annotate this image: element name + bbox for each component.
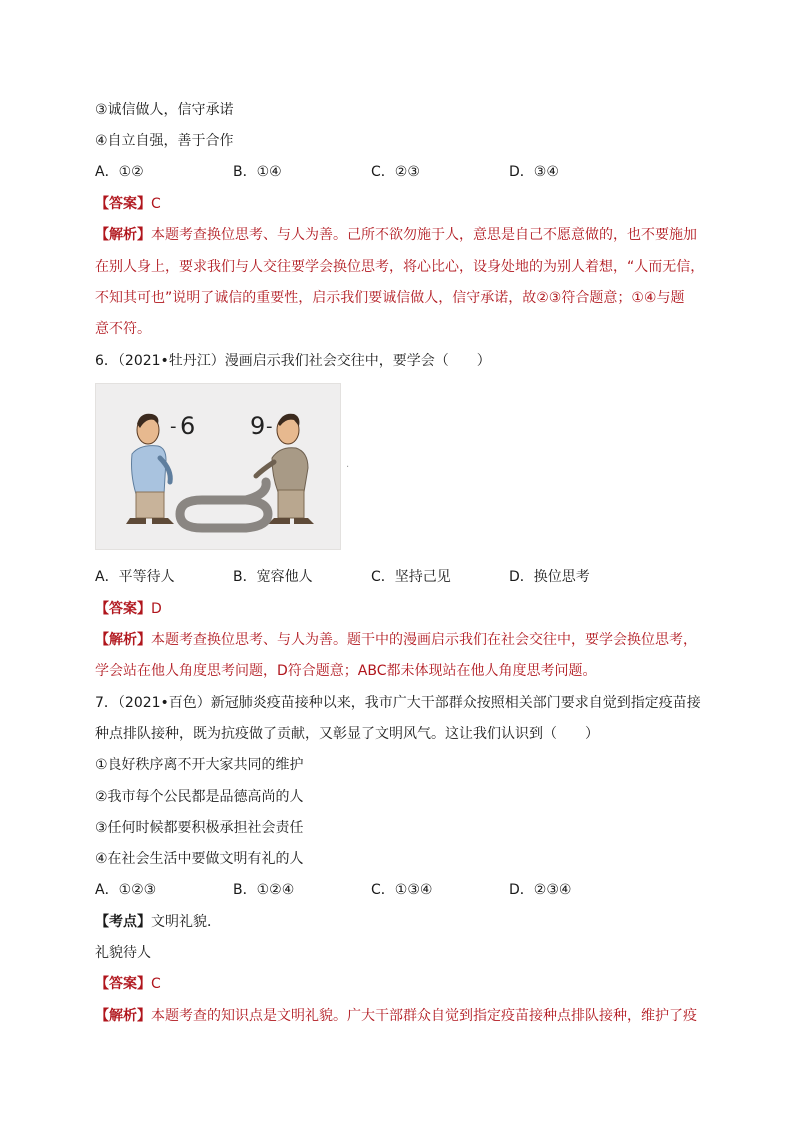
q7-kaodian [95,912,221,932]
q7-analysis-text-1: 本题考查的知识点是文明礼貌。广大干部群众自觉到指定疫苗接种点排队接种，维护了疫 [151,1008,697,1024]
q7-item-1: ①良好秩序离不开大家共同的维护 [95,757,304,773]
q6-analysis-line-1 [95,630,697,650]
stray-dot: · [346,462,350,473]
q6-option-c: C．坚持己见 [371,569,451,585]
q5-option-c: C．②③ [371,164,420,180]
q5-analysis-line-2: 在别人身上，要求我们与人交往要学会换位思考，将心比心，设身处地的为别人着想，“人而无信， [95,259,705,275]
q6-option-a: A．平等待人 [95,569,175,585]
q7-option-c: C．①③④ [371,882,433,898]
q5-option-a: A．①② [95,164,144,180]
cartoon-svg [96,384,340,549]
q7-kaodian-value: 文明礼貌． [151,914,221,930]
q7-answer-value: C [151,976,161,992]
q6-answer-value: D [151,601,162,617]
q5-answer [95,194,161,214]
q7-option-a: A．①②③ [95,882,157,898]
left-speech-dash: - [170,416,177,437]
q7-analysis-label: 【解析】 [95,1008,151,1024]
q5-answer-label: 【答案】 [95,196,151,212]
q5-option-d: D．③④ [509,164,559,180]
q7-item-3: ③任何时候都要积极承担社会责任 [95,820,304,836]
q6-analysis-label: 【解析】 [95,632,151,648]
floor-number-figure [180,482,268,528]
q7-options [95,880,715,900]
q5-analysis-text-1: 本题考查换位思考、与人为善。己所不欲勿施于人，意思是自己不愿意做的，也不要施加 [151,227,697,243]
q7-kaodian-label: 【考点】 [95,914,151,930]
q6-option-b: B．宽容他人 [233,569,313,585]
q7-answer-label: 【答案】 [95,976,151,992]
left-speech-number: 6 [180,412,196,440]
q6-stem: 6．（2021•牡丹江）漫画启示我们社会交往中，要学会（ ） [95,353,491,369]
q5-option-b: B．①④ [233,164,282,180]
q7-option-b: B．①②④ [233,882,295,898]
q5-analysis-line-3: 不知其可也”说明了诚信的重要性，启示我们要诚信做人，信守承诺，故②③符合题意；①④与题 [95,290,685,306]
q7-option-d: D．②③④ [509,882,572,898]
q7-answer [95,974,161,994]
q6-analysis-text-1: 本题考查换位思考、与人为善。题干中的漫画启示我们在社会交往中，要学会换位思考， [151,632,697,648]
q5-analysis-line-1 [95,225,697,245]
right-speech-dash: - [266,416,273,437]
right-speech-number: 9 [250,412,266,440]
q5-analysis-line-4: 意不符。 [95,321,151,337]
q7-analysis-line-1 [95,1006,697,1026]
q7-stem-line-2: 种点排队接种，既为抗疫做了贡献，又彰显了文明风气。这让我们认识到（ ） [95,726,599,742]
q7-item-2: ②我市每个公民都是品德高尚的人 [95,789,304,805]
q5-item-3: ③诚信做人，信守承诺 [95,102,234,118]
q6-cartoon-image [95,383,341,550]
q5-analysis-label: 【解析】 [95,227,151,243]
q6-answer-label: 【答案】 [95,601,151,617]
left-man-figure [126,414,174,524]
q5-options [95,162,715,182]
q5-item-4: ④自立自强，善于合作 [95,133,234,149]
q6-answer [95,599,162,619]
q6-analysis-line-2: 学会站在他人角度思考问题，D符合题意；ABC都未体现站在他人角度思考问题。 [95,663,597,679]
q7-stem-line-1: 7．（2021•百色）新冠肺炎疫苗接种以来，我市广大干部群众按照相关部门要求自觉到指定疫苗接 [95,695,701,711]
q7-kaodian-sub: 礼貌待人 [95,945,151,961]
q6-options [95,567,715,587]
q6-option-d: D．换位思考 [509,569,590,585]
q5-answer-value: C [151,196,161,212]
q7-item-4: ④在社会生活中要做文明有礼的人 [95,851,304,867]
